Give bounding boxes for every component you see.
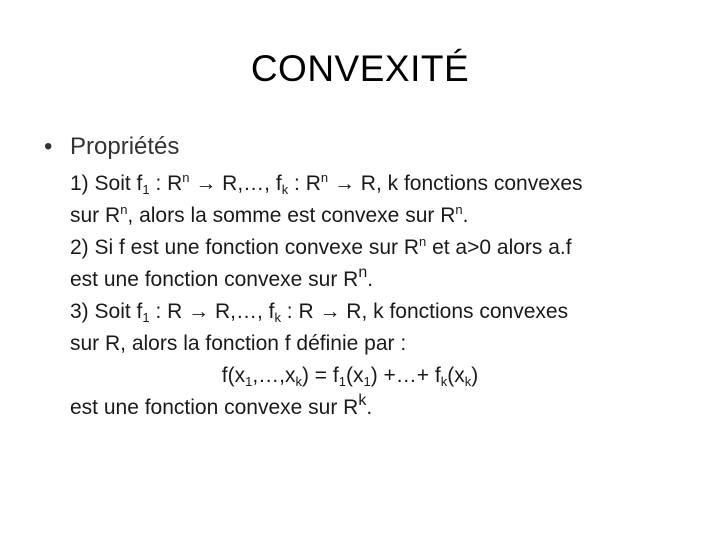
property-2-line-1 bbox=[70, 232, 710, 264]
text-segment: ) bbox=[471, 364, 479, 387]
bullet-item-proprietes bbox=[44, 130, 179, 164]
superscript: n bbox=[182, 170, 190, 185]
property-2-line-2 bbox=[70, 264, 710, 296]
subscript: k bbox=[274, 310, 281, 325]
text-segment: est une fonction convexe sur R bbox=[70, 268, 359, 291]
superscript: k bbox=[358, 392, 367, 409]
text-segment: 1) Soit f bbox=[70, 172, 143, 195]
text-segment: est une fonction convexe sur R bbox=[70, 396, 359, 419]
subscript: k bbox=[464, 374, 472, 389]
text-segment: : R bbox=[288, 172, 321, 195]
text-segment: . bbox=[367, 268, 374, 291]
property-3-line-1 bbox=[70, 296, 710, 328]
property-3-line-3 bbox=[70, 392, 710, 424]
subscript: 1 bbox=[142, 182, 150, 197]
superscript: n bbox=[419, 234, 427, 249]
text-segment: : R → R, k fonctions convexes bbox=[280, 300, 569, 323]
text-segment: : R bbox=[149, 172, 183, 195]
text-segment: (x bbox=[447, 364, 465, 387]
subscript: 1 bbox=[338, 374, 346, 389]
text-segment: → R,…, f bbox=[189, 172, 282, 195]
text-segment: . bbox=[366, 396, 373, 419]
property-3-line-2 bbox=[70, 328, 710, 360]
subscript: k bbox=[295, 374, 302, 389]
property-1-line-2 bbox=[70, 200, 710, 232]
subscript: k bbox=[281, 182, 289, 197]
text-segment: ) +…+ f bbox=[370, 364, 441, 387]
property-3-formula bbox=[70, 360, 710, 392]
text-segment: 3) Soit f bbox=[70, 300, 143, 323]
slide-title: CONVEXITÉ bbox=[250, 48, 470, 89]
text-segment: . bbox=[462, 204, 469, 227]
text-segment: (x bbox=[345, 364, 364, 387]
text-segment: : R → R,…, f bbox=[149, 300, 275, 323]
properties-text-block bbox=[70, 168, 710, 424]
subscript: 1 bbox=[363, 374, 371, 389]
subscript: 1 bbox=[245, 374, 253, 389]
text-segment: f(x bbox=[221, 364, 246, 387]
superscript: n bbox=[455, 202, 463, 217]
text-segment: ) = f bbox=[301, 364, 339, 387]
text-segment: → R, k fonctions convexes bbox=[328, 172, 583, 195]
text-segment: sur R bbox=[70, 204, 121, 227]
text-segment: 2) Si f est une fonction convexe sur R bbox=[70, 236, 420, 259]
text-segment: sur R, alors la fonction f définie par : bbox=[70, 332, 407, 355]
text-segment: ,…,x bbox=[252, 364, 296, 387]
superscript: n bbox=[120, 202, 128, 217]
superscript: n bbox=[358, 264, 368, 281]
bullet-icon: • bbox=[44, 133, 53, 160]
property-1-line-1 bbox=[70, 168, 710, 200]
bullet-label: Propriétés bbox=[70, 133, 180, 160]
subscript: k bbox=[440, 374, 448, 389]
text-segment: , alors la somme est convexe sur R bbox=[127, 204, 456, 227]
subscript: 1 bbox=[142, 310, 150, 325]
text-segment: et a>0 alors a.f bbox=[426, 236, 572, 259]
superscript: n bbox=[320, 170, 329, 185]
